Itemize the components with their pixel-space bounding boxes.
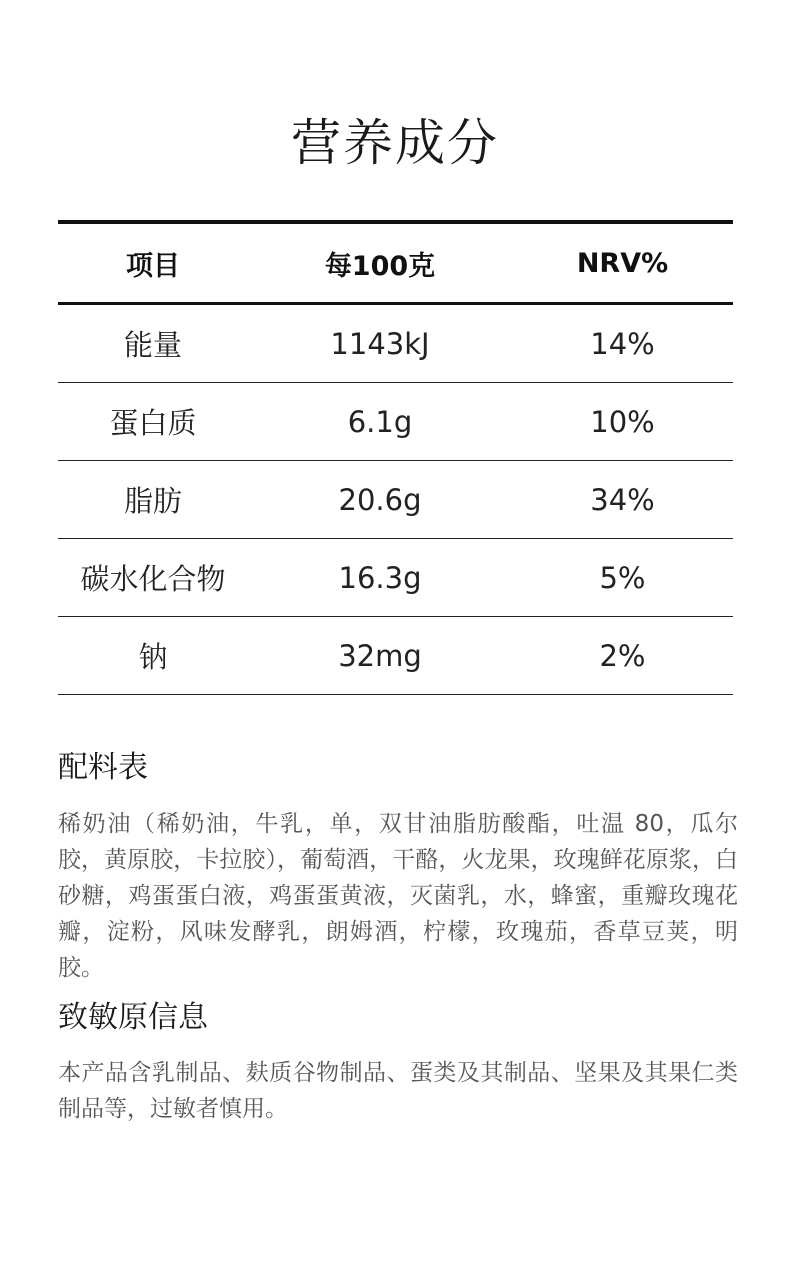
row-nrv: 14% bbox=[590, 326, 655, 361]
row-per-100g: 32mg bbox=[338, 638, 422, 673]
table-row bbox=[58, 617, 733, 695]
allergen-text: 本产品含乳制品、麸质谷物制品、蛋类及其制品、坚果及其果仁类制品等，过敏者慎用。 bbox=[58, 1060, 738, 1122]
row-item: 蛋白质 bbox=[109, 406, 197, 440]
row-item: 碳水化合物 bbox=[80, 562, 226, 596]
header-item: 项目 bbox=[126, 250, 180, 282]
page-title: 营养成分 bbox=[291, 114, 499, 172]
row-nrv: 2% bbox=[599, 638, 646, 673]
row-item: 钠 bbox=[138, 640, 168, 674]
header-per-100g: 每100克 bbox=[324, 250, 436, 282]
ingredients-text: 稀奶油（稀奶油，牛乳，单，双甘油脂肪酸酯，吐温 80，瓜尔胶，黄原胶，卡拉胶），葡萄酒，干酪，火龙果，玫瑰鲜花原浆，白砂糖，鸡蛋蛋白液，鸡蛋蛋黄液，灭菌乳，水，蜂蜜，重瓣玫瑰花瓣，淀粉，风味发酵乳，朗姆酒，柠檬，玫瑰茄，香草豆荚，明胶。 bbox=[58, 811, 738, 981]
allergen-title: 致敏原信息 bbox=[58, 1000, 208, 1035]
table-row bbox=[58, 461, 733, 539]
table-header bbox=[58, 224, 733, 305]
row-per-100g: 16.3g bbox=[338, 560, 422, 595]
table-row bbox=[58, 539, 733, 617]
row-item: 能量 bbox=[123, 328, 182, 362]
header-nrv: NRV% bbox=[576, 247, 669, 279]
row-per-100g: 20.6g bbox=[338, 482, 422, 517]
table-row bbox=[58, 383, 733, 461]
row-nrv: 5% bbox=[599, 560, 646, 595]
row-item: 脂肪 bbox=[123, 484, 182, 518]
nutrition-table bbox=[58, 220, 733, 695]
ingredients-title: 配料表 bbox=[58, 750, 148, 785]
row-per-100g: 1143kJ bbox=[330, 326, 430, 361]
row-nrv: 34% bbox=[590, 482, 655, 517]
row-nrv: 10% bbox=[590, 404, 655, 439]
row-per-100g: 6.1g bbox=[347, 404, 413, 439]
table-row bbox=[58, 305, 733, 383]
